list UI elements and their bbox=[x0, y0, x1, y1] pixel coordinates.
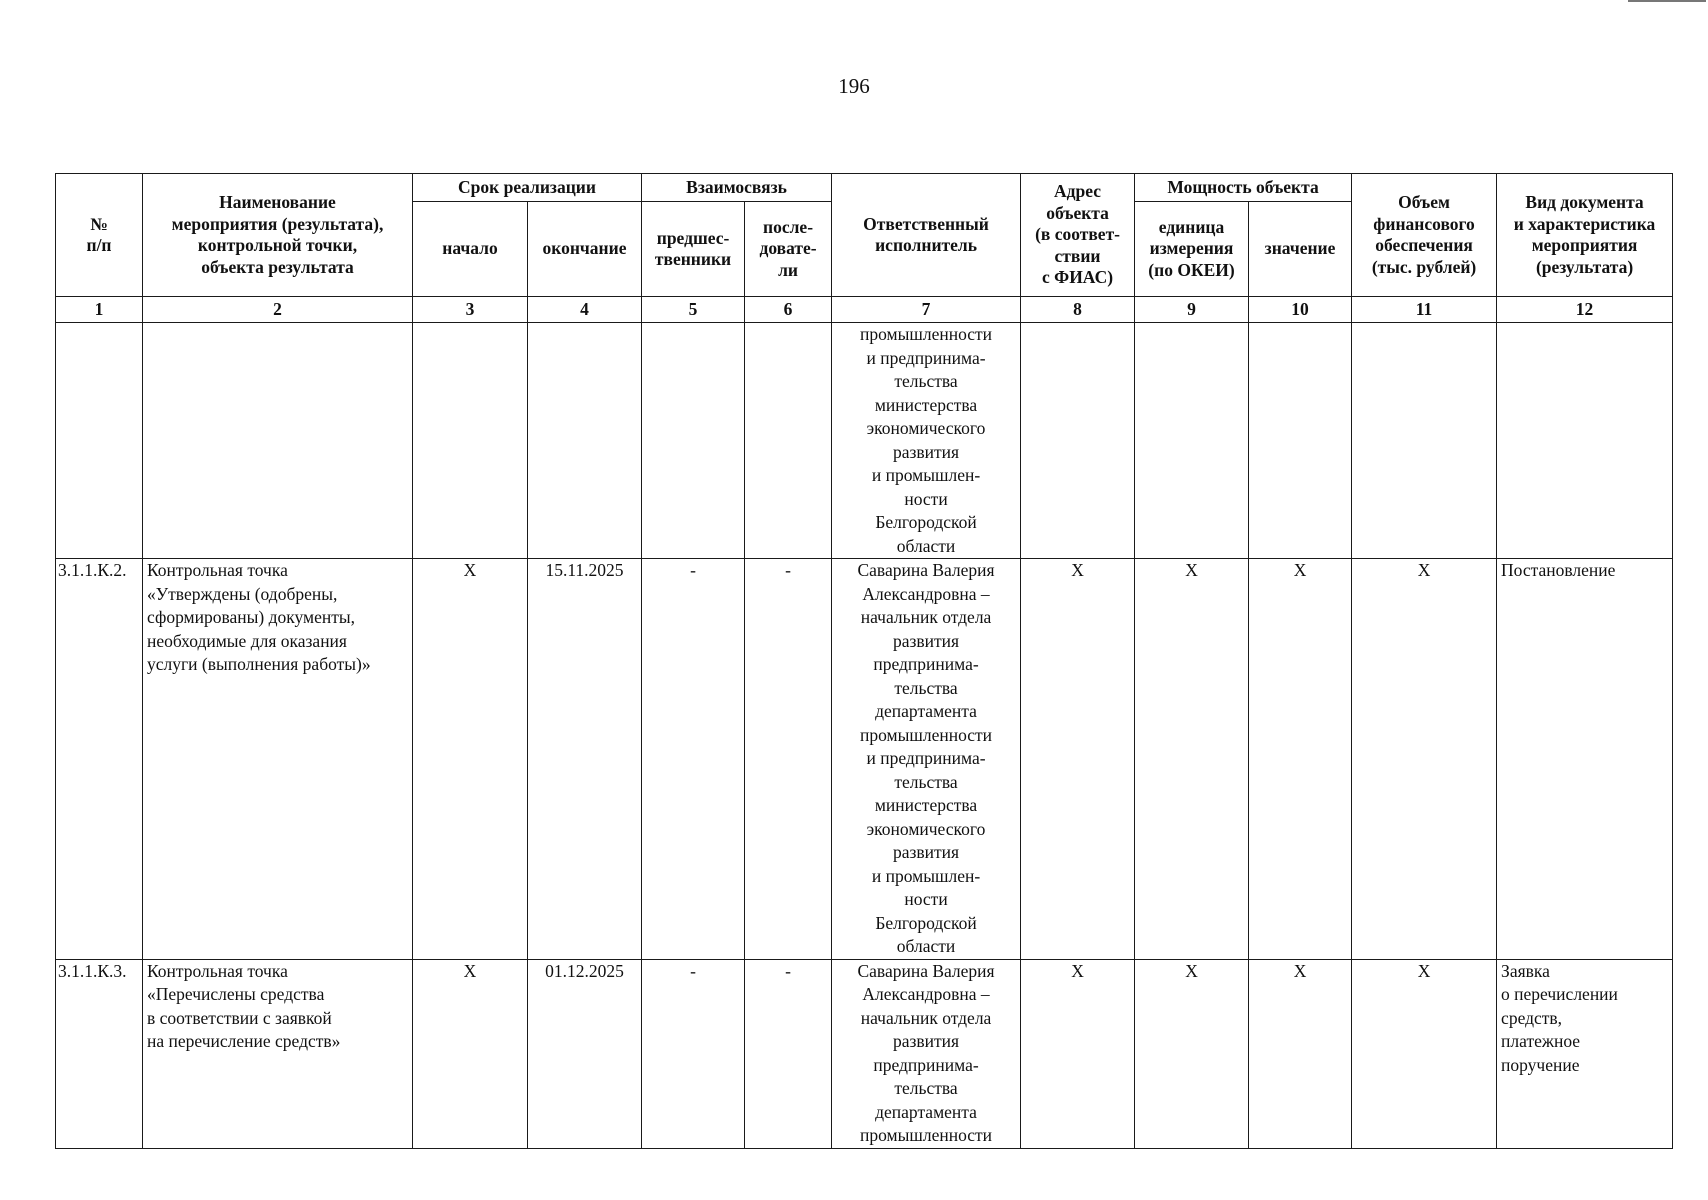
col-header-successors: после- довате- ли bbox=[745, 202, 832, 297]
column-number: 11 bbox=[1352, 297, 1497, 323]
scan-edge-mark bbox=[1628, 0, 1706, 2]
cell-unit: Х bbox=[1135, 959, 1249, 1148]
column-number: 3 bbox=[413, 297, 528, 323]
cell-executor: промышленности и предпринима- тельства министерства экономического развития и промышлен- ности Белгородской области bbox=[832, 323, 1021, 559]
cell-unit: Х bbox=[1135, 559, 1249, 960]
col-header-name: Наименование мероприятия (результата), контрольной точки, объекта результата bbox=[143, 174, 413, 297]
column-number: 4 bbox=[528, 297, 642, 323]
cell-doc-type: Постановление bbox=[1497, 559, 1673, 960]
table-row-continuation bbox=[56, 323, 1673, 559]
table-row bbox=[56, 959, 1673, 1148]
cell-num: 3.1.1.К.2. bbox=[56, 559, 143, 960]
cell-start bbox=[413, 323, 528, 559]
cell-num bbox=[56, 323, 143, 559]
cell-executor: Саварина Валерия Александровна – начальник отдела развития предпринима- тельства департамента промышленности и предпринима- тельства министерства экономического развития и промышлен- ности Белгородской области bbox=[832, 559, 1021, 960]
cell-value: Х bbox=[1249, 559, 1352, 960]
cell-name: Контрольная точка «Утверждены (одобрены, сформированы) документы, необходимые для оказания услуги (выполнения работы)» bbox=[143, 559, 413, 960]
cell-end bbox=[528, 323, 642, 559]
cell-num: 3.1.1.К.3. bbox=[56, 959, 143, 1148]
column-number: 9 bbox=[1135, 297, 1249, 323]
column-number-row bbox=[56, 297, 1673, 323]
cell-value: Х bbox=[1249, 959, 1352, 1148]
col-group-capacity: Мощность объекта bbox=[1135, 174, 1352, 202]
col-header-predecessors: предшес- твенники bbox=[642, 202, 745, 297]
col-header-doc-type: Вид документа и характеристика мероприятия (результата) bbox=[1497, 174, 1673, 297]
cell-name: Контрольная точка «Перечислены средства в соответствии с заявкой на перечисление средств» bbox=[143, 959, 413, 1148]
table-row bbox=[56, 559, 1673, 960]
column-number: 1 bbox=[56, 297, 143, 323]
cell-end: 15.11.2025 bbox=[528, 559, 642, 960]
cell-predecessors: - bbox=[642, 559, 745, 960]
col-group-link: Взаимосвязь bbox=[642, 174, 832, 202]
column-number: 10 bbox=[1249, 297, 1352, 323]
cell-funding bbox=[1352, 323, 1497, 559]
cell-successors bbox=[745, 323, 832, 559]
cell-start: Х bbox=[413, 959, 528, 1148]
column-number: 5 bbox=[642, 297, 745, 323]
col-header-funding: Объем финансового обеспечения (тыс. рублей) bbox=[1352, 174, 1497, 297]
cell-doc-type: Заявка о перечислении средств, платежное поручение bbox=[1497, 959, 1673, 1148]
col-header-num: № п/п bbox=[56, 174, 143, 297]
cell-unit bbox=[1135, 323, 1249, 559]
cell-end: 01.12.2025 bbox=[528, 959, 642, 1148]
cell-predecessors bbox=[642, 323, 745, 559]
cell-address: Х bbox=[1021, 959, 1135, 1148]
cell-address: Х bbox=[1021, 559, 1135, 960]
column-number: 2 bbox=[143, 297, 413, 323]
col-header-unit: единица измерения (по ОКЕИ) bbox=[1135, 202, 1249, 297]
col-header-end: окончание bbox=[528, 202, 642, 297]
implementation-plan-table bbox=[55, 173, 1673, 1149]
col-header-address: Адрес объекта (в соответ- ствии с ФИАС) bbox=[1021, 174, 1135, 297]
column-number: 8 bbox=[1021, 297, 1135, 323]
cell-start: Х bbox=[413, 559, 528, 960]
cell-successors: - bbox=[745, 559, 832, 960]
page-number: 196 bbox=[838, 74, 870, 98]
col-header-executor: Ответственный исполнитель bbox=[832, 174, 1021, 297]
column-number: 6 bbox=[745, 297, 832, 323]
cell-doc-type bbox=[1497, 323, 1673, 559]
cell-funding: Х bbox=[1352, 559, 1497, 960]
cell-name bbox=[143, 323, 413, 559]
cell-successors: - bbox=[745, 959, 832, 1148]
column-number: 12 bbox=[1497, 297, 1673, 323]
cell-value bbox=[1249, 323, 1352, 559]
col-header-start: начало bbox=[413, 202, 528, 297]
col-header-value: значение bbox=[1249, 202, 1352, 297]
cell-address bbox=[1021, 323, 1135, 559]
col-group-term: Срок реализации bbox=[413, 174, 642, 202]
column-number: 7 bbox=[832, 297, 1021, 323]
cell-predecessors: - bbox=[642, 959, 745, 1148]
header-row-top bbox=[56, 174, 1673, 202]
cell-executor: Саварина Валерия Александровна – начальник отдела развития предпринима- тельства департамента промышленности bbox=[832, 959, 1021, 1148]
cell-funding: Х bbox=[1352, 959, 1497, 1148]
